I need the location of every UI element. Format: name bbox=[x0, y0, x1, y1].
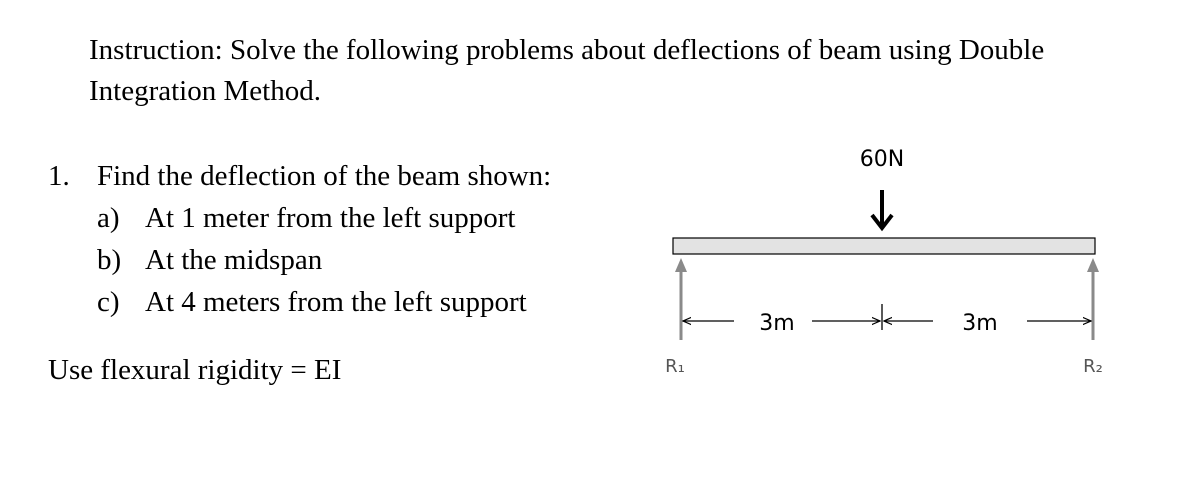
beam bbox=[673, 238, 1095, 254]
span-right-label: 3m bbox=[962, 311, 998, 336]
part-a-marker: a) bbox=[97, 202, 120, 234]
part-c-marker: c) bbox=[97, 286, 120, 318]
part-a-text: At 1 meter from the left support bbox=[145, 202, 516, 234]
right-reaction-arrow-icon bbox=[1087, 258, 1099, 340]
problem-number: 1. bbox=[48, 160, 70, 192]
problem-question: Find the deflection of the beam shown: bbox=[97, 160, 552, 192]
part-b-marker: b) bbox=[97, 244, 122, 276]
part-c-text: At 4 meters from the left support bbox=[145, 286, 527, 318]
part-b-text: At the midspan bbox=[145, 244, 323, 276]
right-reaction-label: R₂ bbox=[1083, 356, 1103, 377]
instruction-line-2: Integration Method. bbox=[89, 75, 321, 107]
left-reaction-label: R₁ bbox=[665, 356, 685, 377]
span-left-label: 3m bbox=[759, 311, 795, 336]
load-label: 60N bbox=[859, 147, 905, 172]
instruction-line-1: Instruction: Solve the following problems about deflections of beam using Double bbox=[89, 34, 1045, 66]
flexural-rigidity-note: Use flexural rigidity = EI bbox=[48, 354, 342, 386]
left-reaction-arrow-icon bbox=[675, 258, 687, 340]
load-arrow-icon bbox=[872, 190, 892, 228]
